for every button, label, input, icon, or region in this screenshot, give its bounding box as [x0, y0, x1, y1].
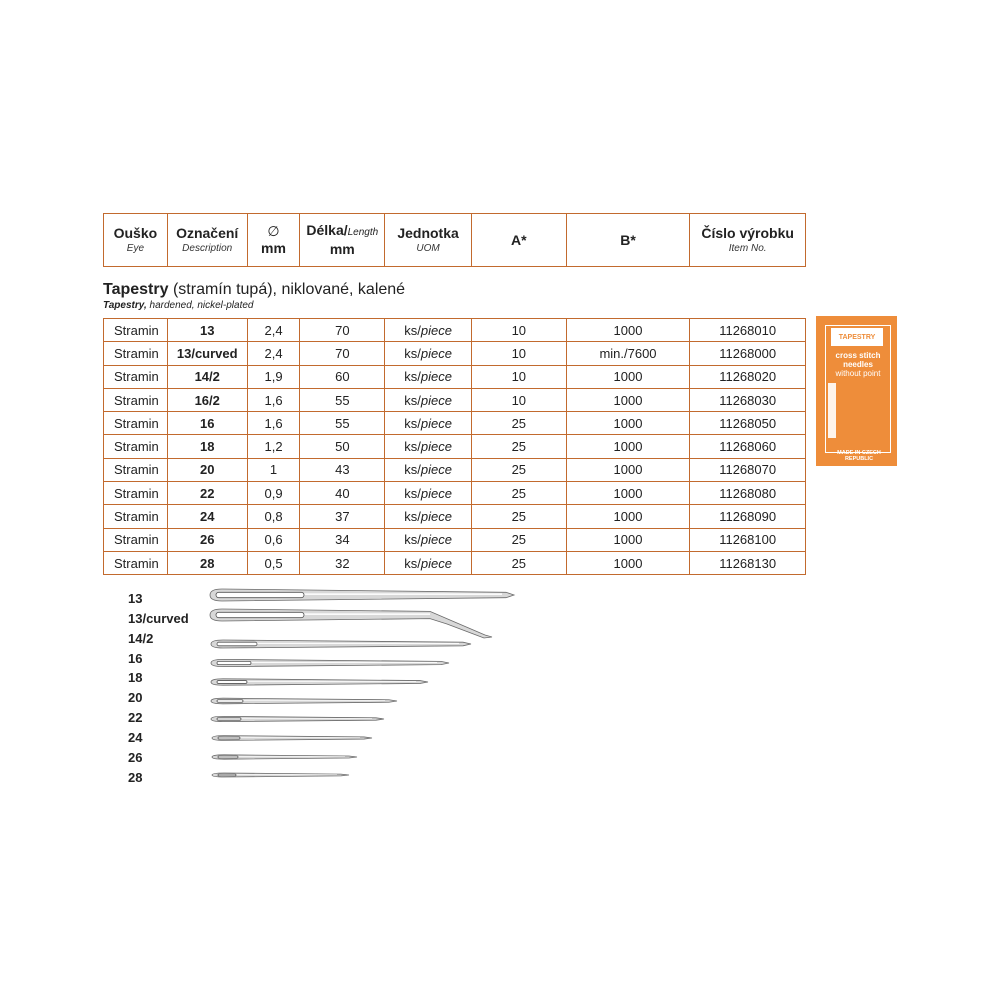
cell-length: 70: [300, 342, 385, 364]
cell-diameter: 1,9: [248, 366, 301, 388]
cell-uom: ks/ piece: [385, 459, 472, 481]
header-diameter: ∅ mm: [248, 214, 301, 266]
cell-item-no: 11268060: [719, 439, 777, 455]
cell-eye: Stramin: [104, 529, 168, 551]
cell-description: 26: [168, 529, 248, 551]
cell-a: 25: [472, 435, 567, 457]
cell-b: 1000: [567, 552, 691, 574]
section-title: Tapestry (stramín tupá), niklované, kalené: [103, 281, 406, 298]
cell-length: 40: [300, 482, 385, 504]
cell-eye: Stramin: [104, 435, 168, 457]
cell-item-no: 11268100: [719, 532, 777, 548]
needle-label: 16: [128, 651, 143, 666]
cell-item-no: 11268080: [719, 485, 777, 501]
cell-item-no: 11268050: [719, 415, 777, 431]
header-length: Délka/Length mm: [300, 214, 385, 266]
cell-b: 1000: [567, 412, 691, 434]
cell-uom: ks/ piece: [385, 529, 472, 551]
cell-length: 50: [300, 435, 385, 457]
cell-length: 37: [300, 505, 385, 527]
cell-a: 10: [472, 319, 567, 341]
cell-uom: ks/ piece: [385, 389, 472, 411]
needle-icon: [212, 773, 349, 777]
cell-eye: Stramin: [104, 505, 168, 527]
needle-icon: [212, 755, 357, 759]
cell-item-no: 11268130: [719, 555, 777, 571]
cell-length: 55: [300, 412, 385, 434]
needle-icon: [211, 716, 384, 721]
cell-b: min./7600: [567, 342, 691, 364]
needle-icon: [211, 640, 471, 648]
cell-b: 1000: [567, 529, 691, 551]
section-subtitle: Tapestry, hardened, nickel-plated: [103, 300, 254, 311]
cell-item-no: 11268020: [719, 369, 777, 385]
header-uom: Jednotka UOM: [385, 214, 472, 266]
cell-eye: Stramin: [104, 366, 168, 388]
cell-diameter: 1,6: [248, 389, 301, 411]
cell-b: 1000: [567, 389, 691, 411]
cell-diameter: 2,4: [248, 342, 301, 364]
cell-b: 1000: [567, 459, 691, 481]
cell-b: 1000: [567, 505, 691, 527]
cell-diameter: 0,8: [248, 505, 301, 527]
cell-a: 25: [472, 412, 567, 434]
needle-icon: [211, 679, 428, 685]
needle-label: 20: [128, 690, 143, 705]
cell-diameter: 0,9: [248, 482, 301, 504]
cell-uom: ks/ piece: [385, 435, 472, 457]
cell-diameter: 0,6: [248, 529, 301, 551]
cell-a: 25: [472, 482, 567, 504]
cell-eye: Stramin: [104, 482, 168, 504]
needle-icon: [211, 659, 449, 666]
cell-eye: Stramin: [104, 459, 168, 481]
cell-item-no: 11268010: [719, 322, 777, 338]
header-a: A*: [472, 214, 567, 266]
cell-a: 25: [472, 552, 567, 574]
needle-icon: [212, 736, 372, 741]
cell-item-no: 11268090: [719, 509, 777, 525]
cell-length: 32: [300, 552, 385, 574]
needle-label: 26: [128, 750, 143, 765]
cell-item-no: 11268000: [719, 345, 777, 361]
header-item-no: Číslo výrobku Item No.: [701, 225, 794, 254]
cell-diameter: 1,2: [248, 435, 301, 457]
needle-label: 22: [128, 710, 143, 725]
needle-label: 14/2: [128, 631, 154, 646]
cell-b: 1000: [567, 435, 691, 457]
cell-length: 60: [300, 366, 385, 388]
cell-description: 16/2: [168, 389, 248, 411]
cell-uom: ks/ piece: [385, 482, 472, 504]
cell-eye: Stramin: [104, 319, 168, 341]
cell-description: 22: [168, 482, 248, 504]
cell-description: 14/2: [168, 366, 248, 388]
cell-uom: ks/ piece: [385, 319, 472, 341]
cell-diameter: 2,4: [248, 319, 301, 341]
cell-description: 28: [168, 552, 248, 574]
needle-icon: [210, 609, 492, 638]
cell-uom: ks/ piece: [385, 342, 472, 364]
cell-uom: ks/ piece: [385, 552, 472, 574]
header-eye: Ouško Eye: [104, 214, 168, 266]
header-description: Označení Description: [168, 214, 248, 266]
header-b: B*: [567, 214, 691, 266]
cell-diameter: 1,6: [248, 412, 301, 434]
cell-a: 25: [472, 529, 567, 551]
needle-label: 13: [128, 591, 143, 606]
needle-label: 18: [128, 670, 143, 685]
needle-icon: [211, 698, 397, 704]
cell-item-no: 11268030: [719, 392, 777, 408]
cell-a: 10: [472, 342, 567, 364]
cell-b: 1000: [567, 366, 691, 388]
package-text: cross stitch needles without point: [835, 351, 881, 378]
cell-b: 1000: [567, 319, 691, 341]
package-tag: TAPESTRY: [831, 328, 883, 346]
needle-label: 13/curved: [128, 611, 189, 626]
needle-icon: [210, 589, 514, 601]
cell-eye: Stramin: [104, 342, 168, 364]
needle-label: 28: [128, 770, 143, 785]
cell-eye: Stramin: [104, 389, 168, 411]
package-made-in: MADE IN CZECH REPUBLIC: [837, 450, 881, 462]
cell-length: 43: [300, 459, 385, 481]
diameter-icon: ∅: [267, 223, 280, 239]
needle-label: 24: [128, 730, 143, 745]
cell-description: 20: [168, 459, 248, 481]
cell-length: 34: [300, 529, 385, 551]
cell-a: 10: [472, 389, 567, 411]
cell-diameter: 1: [248, 459, 301, 481]
cell-description: 13/curved: [168, 342, 248, 364]
cell-length: 55: [300, 389, 385, 411]
cell-a: 25: [472, 505, 567, 527]
cell-uom: ks/ piece: [385, 505, 472, 527]
cell-diameter: 0,5: [248, 552, 301, 574]
cell-description: 18: [168, 435, 248, 457]
cell-b: 1000: [567, 482, 691, 504]
cell-uom: ks/ piece: [385, 366, 472, 388]
cell-description: 16: [168, 412, 248, 434]
cell-uom: ks/ piece: [385, 412, 472, 434]
cell-a: 10: [472, 366, 567, 388]
cell-description: 13: [168, 319, 248, 341]
cell-eye: Stramin: [104, 552, 168, 574]
cell-length: 70: [300, 319, 385, 341]
cell-a: 25: [472, 459, 567, 481]
cell-description: 24: [168, 505, 248, 527]
cell-item-no: 11268070: [719, 462, 777, 478]
cell-eye: Stramin: [104, 412, 168, 434]
